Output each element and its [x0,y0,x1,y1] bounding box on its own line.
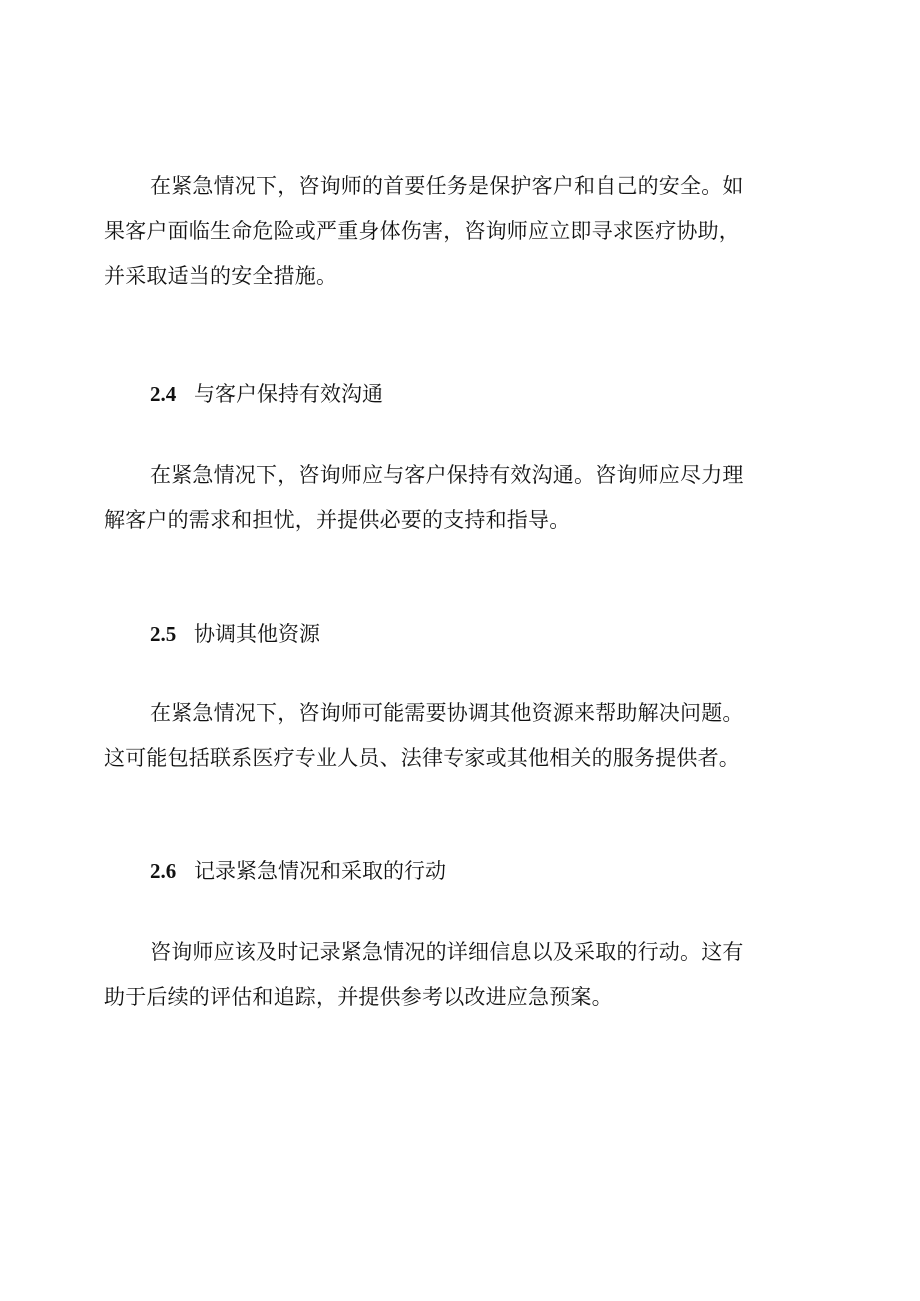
section-title: 与客户保持有效沟通 [194,382,383,406]
paragraph-safety [104,164,804,299]
section-title: 协调其他资源 [194,622,320,646]
paragraph-line: 在紧急情况下，咨询师可能需要协调其他资源来帮助解决问题。 [150,701,744,725]
paragraph-line: 并采取适当的安全措施。 [104,264,338,288]
section-heading-2-6 [150,856,446,886]
paragraph-line: 果客户面临生命危险或严重身体伤害，咨询师应立即寻求医疗协助， [104,219,740,243]
section-number: 2.4 [150,382,177,406]
paragraph-communication [104,453,804,543]
paragraph-line: 咨询师应该及时记录紧急情况的详细信息以及采取的行动。这有 [150,940,744,964]
section-heading-2-5 [150,619,320,649]
paragraph-records [104,930,804,1020]
section-heading-2-4 [150,379,383,409]
paragraph-resources [104,691,804,781]
paragraph-line: 在紧急情况下，咨询师应与客户保持有效沟通。咨询师应尽力理 [150,463,744,487]
paragraph-line: 解客户的需求和担忧，并提供必要的支持和指导。 [104,508,571,532]
paragraph-line: 这可能包括联系医疗专业人员、法律专家或其他相关的服务提供者。 [104,746,740,770]
paragraph-line: 助于后续的评估和追踪，并提供参考以改进应急预案。 [104,985,613,1009]
paragraph-line: 在紧急情况下，咨询师的首要任务是保护客户和自己的安全。如 [150,174,744,198]
section-title: 记录紧急情况和采取的行动 [194,859,446,883]
section-number: 2.5 [150,622,177,646]
section-number: 2.6 [150,859,177,883]
